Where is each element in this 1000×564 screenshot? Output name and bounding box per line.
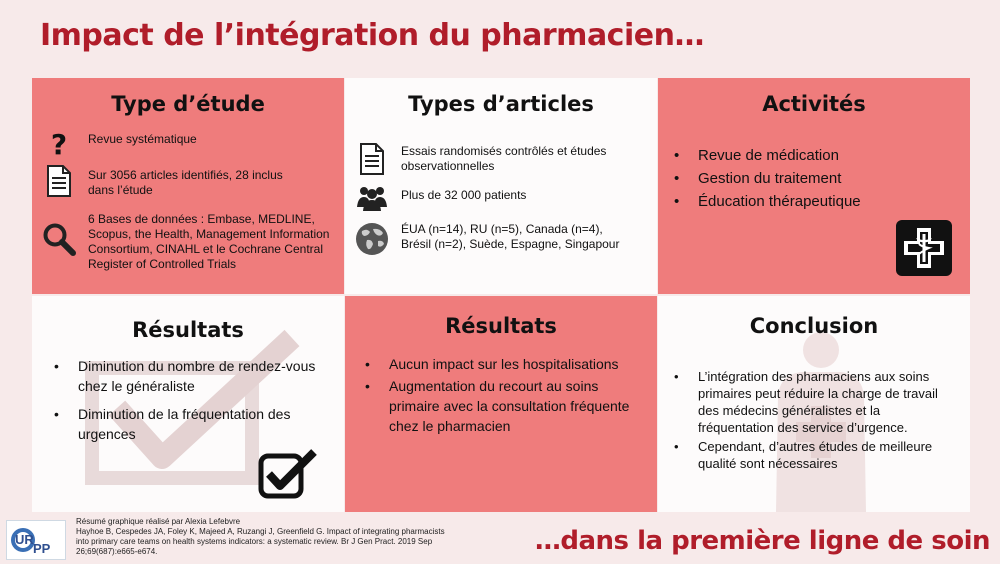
activities-panel [658, 78, 970, 294]
document-icon [355, 142, 389, 176]
credit-text: Résumé graphique réalisé par Alexia Lefebvre [76, 517, 241, 526]
page-title: Impact de l’intégration du pharmacien… [40, 18, 704, 53]
results-list [54, 356, 322, 444]
article-types-text: Plus de 32 000 patients [401, 188, 527, 202]
conclusion-panel [658, 296, 970, 512]
article-types-item [355, 142, 649, 176]
results-panel-2 [345, 296, 657, 512]
study-type-item [42, 212, 336, 272]
pharmacy-cross-icon [896, 220, 952, 276]
list-item: • Diminution de la fréquentation des urgences [54, 404, 322, 444]
list-item: • Gestion du traitement [674, 167, 861, 190]
article-types-heading: Types d’articles [408, 92, 594, 116]
article-types-panel [345, 78, 657, 294]
list-item: • Revue de médication [674, 144, 861, 167]
results-heading: Résultats [132, 318, 244, 342]
magnifier-icon [42, 222, 76, 256]
article-types-item [355, 222, 649, 256]
study-type-heading: Type d’étude [111, 92, 265, 116]
list-item: • Augmentation du recourt au soins primaire avec la consultation fréquente chez le pharmacien [365, 376, 635, 436]
activities-list [674, 144, 861, 213]
article-types-text: Essais randomisés contrôlés et études observationnelles [401, 144, 607, 173]
article-types-text: ÉUA (n=14), RU (n=5), Canada (n=4), Brésil (n=2), Suède, Espagne, Singapour [401, 222, 620, 251]
footer-reference [76, 517, 456, 557]
study-type-item [42, 164, 336, 198]
question-mark-icon: ? [50, 128, 68, 161]
logo-text-ur: UR [15, 532, 34, 547]
study-type-item [42, 128, 336, 162]
results-list [365, 354, 635, 436]
checkbox-icon [258, 448, 320, 507]
page-subtitle: …dans la première ligne de soin [534, 526, 990, 556]
logo-text-pp: PP [33, 541, 51, 556]
article-types-item [355, 180, 649, 214]
urpp-logo [6, 520, 66, 560]
results-heading: Résultats [445, 314, 557, 338]
study-type-text: 6 Bases de données : Embase, MEDLINE, Scopus, the Health, Management Information Consortium, CINAHL et le Cochrane Central Register of Controlled Trials [88, 212, 330, 271]
conclusion-list [674, 368, 958, 472]
document-icon [42, 164, 76, 198]
results-panel-1 [32, 296, 344, 512]
list-item: • Diminution du nombre de rendez-vous chez le généraliste [54, 356, 322, 396]
list-item: • L’intégration des pharmaciens aux soins primaires peut réduire la charge de travail des médecins généralistes et la fréquentation des service d’urgence. [674, 368, 958, 436]
summary-grid [32, 78, 970, 512]
conclusion-heading: Conclusion [749, 314, 879, 338]
study-type-text: Sur 3056 articles identifiés, 28 inclus dans l’étude [88, 168, 283, 197]
list-item: • Cependant, d’autres études de meilleure qualité sont nécessaires [674, 438, 958, 472]
citation-text: Hayhoe B, Cespedes JA, Foley K, Majeed A, Ruzangi J, Greenfield G. Impact of integrating pharmacists into primary care teams on health systems indicators: a systematic review. Br J Gen Pract. 2019 Sep 26;69(687):e665-e674. [76, 527, 445, 556]
study-type-text: Revue systématique [88, 132, 197, 146]
people-icon [355, 180, 389, 214]
study-type-panel [32, 78, 344, 294]
activities-heading: Activités [762, 92, 866, 116]
globe-icon [355, 222, 389, 256]
list-item: • Aucun impact sur les hospitalisations [365, 354, 635, 374]
list-item: • Éducation thérapeutique [674, 190, 861, 213]
